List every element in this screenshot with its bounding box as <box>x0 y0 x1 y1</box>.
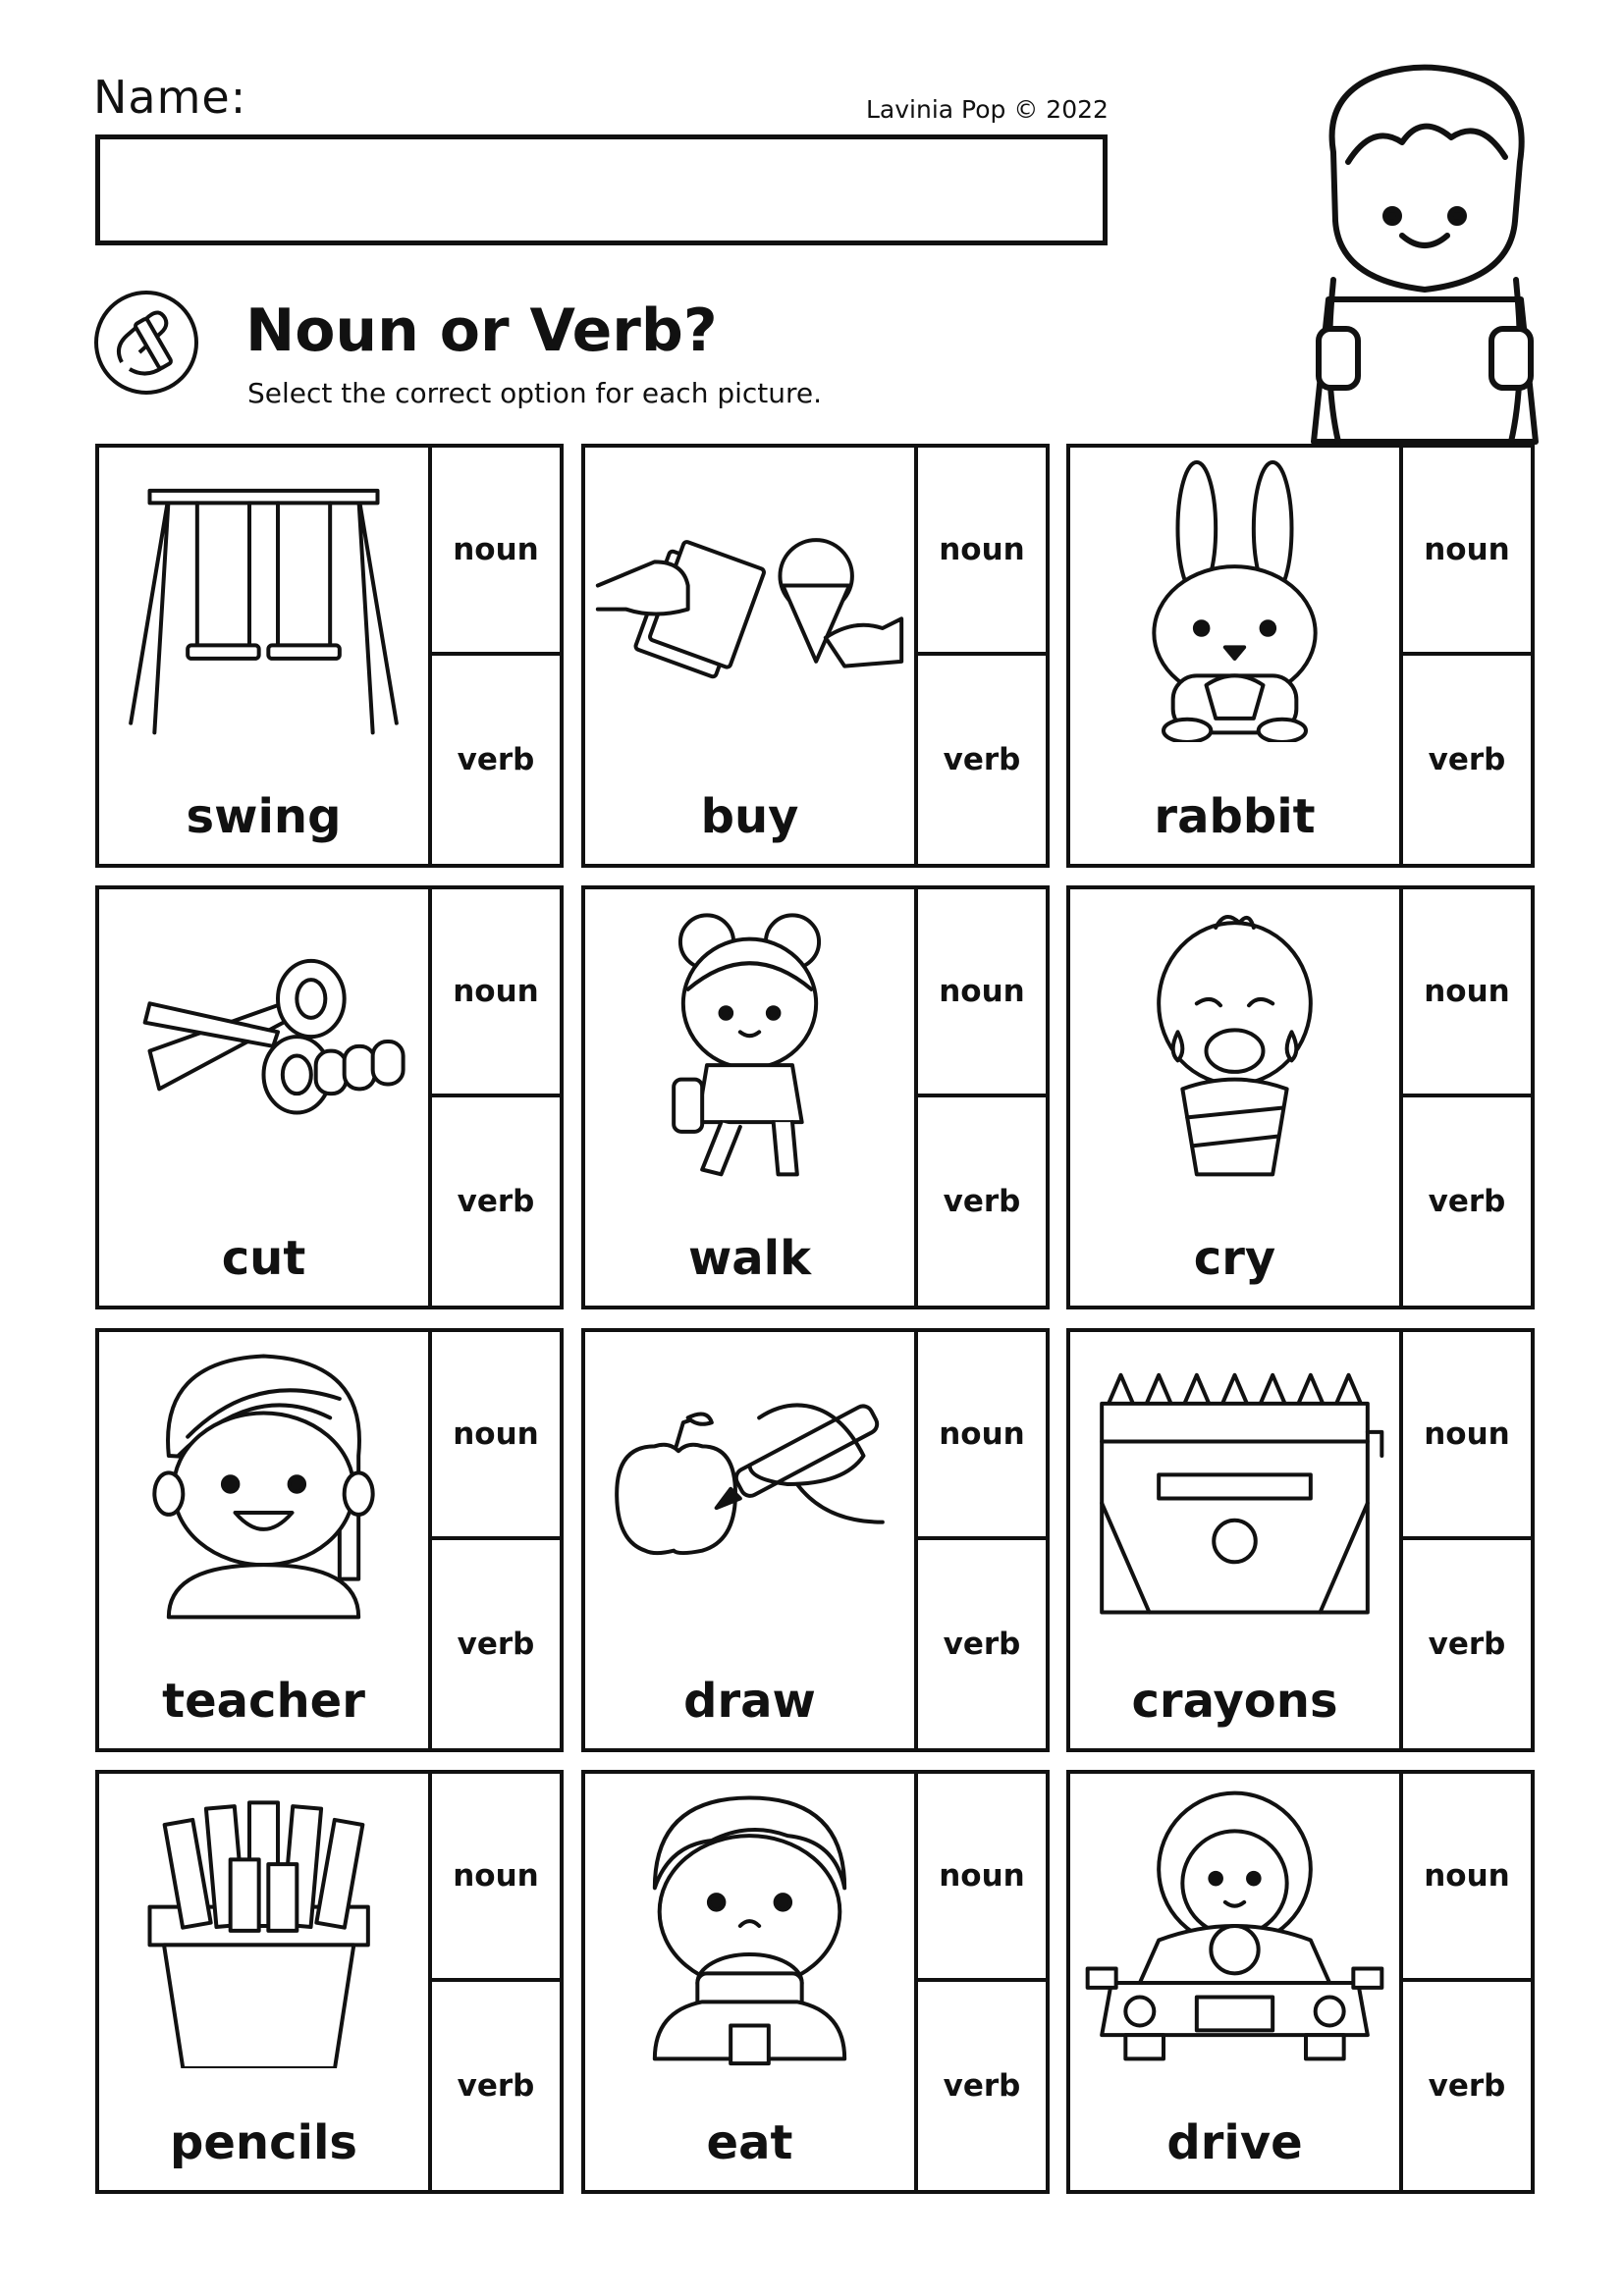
noun-option[interactable]: noun <box>1403 448 1531 656</box>
card-picture <box>1070 1332 1403 1748</box>
card-draw <box>581 1328 1050 1752</box>
paperclip-crayon-logo-icon <box>92 289 200 397</box>
crayon-box-icon <box>1080 1342 1389 1627</box>
card-word: pencils <box>169 2115 357 2170</box>
card-picture <box>1070 448 1403 864</box>
card-word: rabbit <box>1154 789 1316 844</box>
boy-mascot-icon <box>1294 54 1555 447</box>
page-title: Noun or Verb? <box>245 296 718 365</box>
boy-eating-icon <box>595 1784 904 2068</box>
card-crayons <box>1066 1328 1535 1752</box>
teacher-icon <box>109 1342 418 1627</box>
card-word: teacher <box>162 1674 365 1729</box>
card-rabbit <box>1066 444 1535 868</box>
swing-set-icon <box>109 457 418 742</box>
verb-option[interactable]: verb <box>943 2068 1021 2104</box>
noun-option[interactable]: noun <box>918 1332 1046 1540</box>
card-pencils <box>95 1770 564 2194</box>
noun-option[interactable]: noun <box>918 1774 1046 1982</box>
name-input-box[interactable] <box>95 134 1108 245</box>
noun-option[interactable]: noun <box>918 889 1046 1097</box>
pencil-cup-icon <box>109 1784 418 2068</box>
card-drive <box>1066 1770 1535 2194</box>
verb-option[interactable]: verb <box>1428 1184 1506 1219</box>
verb-option[interactable]: verb <box>943 1184 1021 1219</box>
verb-option[interactable]: verb <box>1428 1627 1506 1662</box>
card-word: drive <box>1166 2115 1303 2170</box>
instructions-text: Select the correct option for each picture. <box>247 377 823 409</box>
verb-option[interactable]: verb <box>457 742 535 777</box>
card-eat <box>581 1770 1050 2194</box>
card-picture <box>585 1774 918 2190</box>
card-word: walk <box>687 1231 812 1286</box>
card-picture <box>99 1332 432 1748</box>
verb-option[interactable]: verb <box>457 1184 535 1219</box>
card-picture <box>99 889 432 1306</box>
card-swing <box>95 444 564 868</box>
card-buy <box>581 444 1050 868</box>
copyright-text: Lavinia Pop © 2022 <box>866 95 1109 124</box>
name-label: Name: <box>93 71 247 124</box>
drawing-apple-icon <box>595 1342 904 1627</box>
card-cut <box>95 885 564 1309</box>
verb-option[interactable]: verb <box>1428 742 1506 777</box>
noun-option[interactable]: noun <box>432 889 560 1097</box>
card-cry <box>1066 885 1535 1309</box>
rabbit-icon <box>1080 457 1389 742</box>
money-ice-cream-icon <box>595 457 904 742</box>
verb-option[interactable]: verb <box>943 742 1021 777</box>
card-picture <box>1070 889 1403 1306</box>
card-teacher <box>95 1328 564 1752</box>
card-picture <box>585 448 918 864</box>
card-picture <box>1070 1774 1403 2190</box>
card-word: swing <box>186 789 342 844</box>
card-picture <box>99 448 432 864</box>
noun-option[interactable]: noun <box>1403 1332 1531 1540</box>
card-picture <box>585 889 918 1306</box>
card-word: buy <box>700 789 799 844</box>
card-word: crayons <box>1131 1674 1338 1729</box>
card-picture <box>99 1774 432 2190</box>
card-word: draw <box>683 1674 816 1729</box>
crying-baby-icon <box>1080 899 1389 1184</box>
verb-option[interactable]: verb <box>1428 2068 1506 2104</box>
verb-option[interactable]: verb <box>943 1627 1021 1662</box>
card-walk <box>581 885 1050 1309</box>
verb-option[interactable]: verb <box>457 1627 535 1662</box>
card-picture <box>585 1332 918 1748</box>
noun-option[interactable]: noun <box>1403 889 1531 1097</box>
card-word: cry <box>1193 1231 1276 1286</box>
noun-option[interactable]: noun <box>432 1332 560 1540</box>
noun-option[interactable]: noun <box>1403 1774 1531 1982</box>
walking-girl-icon <box>595 899 904 1184</box>
noun-option[interactable]: noun <box>432 448 560 656</box>
card-word: cut <box>221 1231 306 1286</box>
noun-option[interactable]: noun <box>918 448 1046 656</box>
verb-option[interactable]: verb <box>457 2068 535 2104</box>
scissors-icon <box>109 899 418 1184</box>
card-word: eat <box>706 2115 793 2170</box>
girl-driving-car-icon <box>1080 1784 1389 2068</box>
noun-option[interactable]: noun <box>432 1774 560 1982</box>
